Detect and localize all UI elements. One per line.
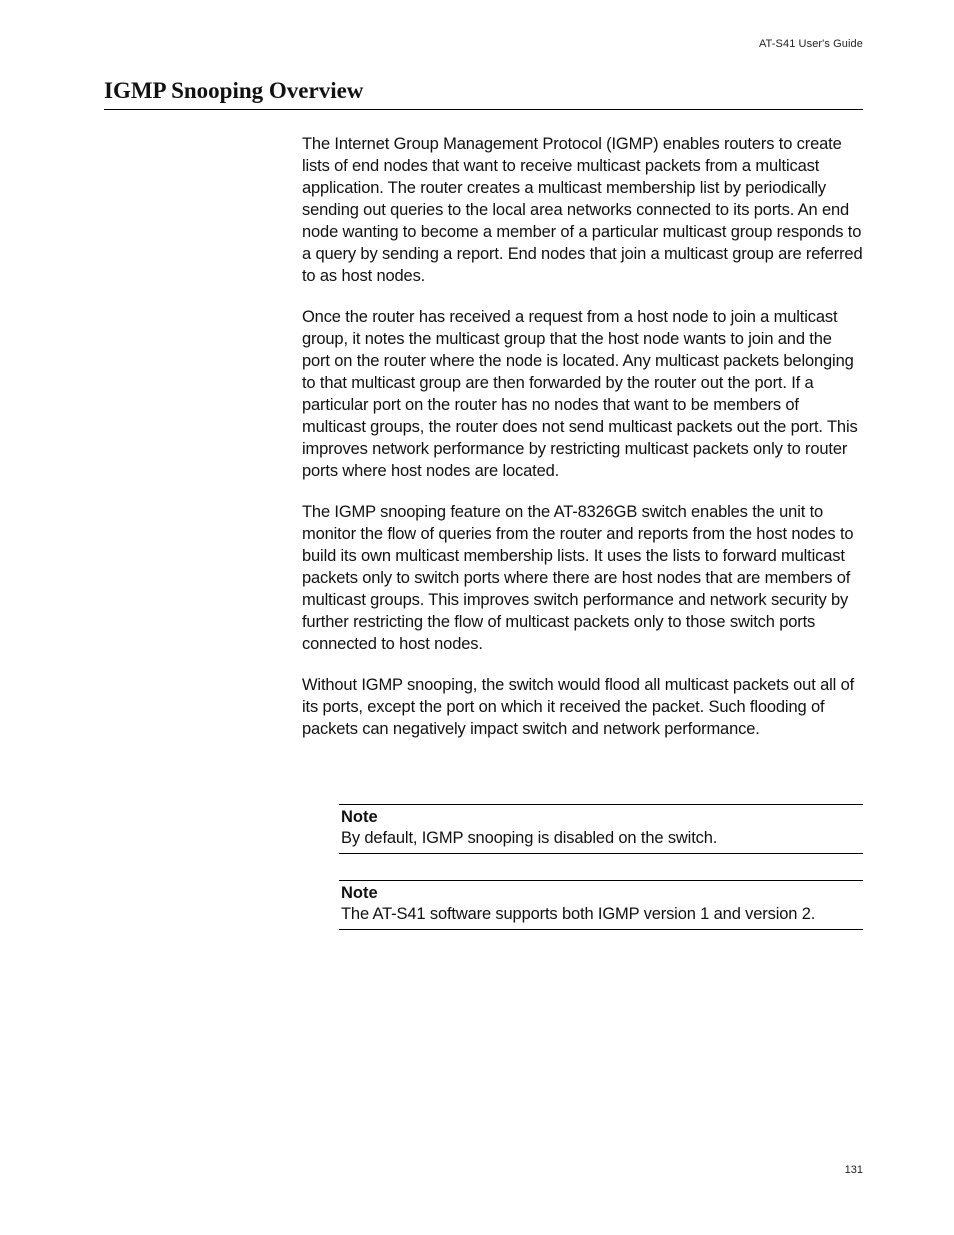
body-text: [302, 133, 864, 759]
page-number: 131: [844, 1164, 863, 1176]
paragraph-snooping-feature: The IGMP snooping feature on the AT-8326GB switch enables the unit to monitor the flow of queries from the router and reports from the host nodes to build its own multicast membership lists. It uses the lists to forward multicast packets only to switch ports where there are host nodes that are members of multicast groups. This improves switch performance and network security by further restricting the flow of multicast packets only to those switch ports connected to host nodes.: [302, 503, 854, 653]
paragraph-router-behavior: Once the router has received a request from a host node to join a multicast group, it notes the multicast group that the host node wants to join and the port on the router where the node is located. Any multicast packets belonging to that multicast group are then forwarded by the router out the port. If a particular port on the router has no nodes that want to be members of multicast groups, the router does not send multicast packets out the port. This improves network performance by restricting multicast packets only to router ports where host nodes are located.: [302, 308, 858, 480]
note-default-disabled: [339, 804, 863, 854]
note-version-support: [339, 880, 863, 930]
note-label: Note: [341, 808, 378, 826]
paragraph-igmp-intro: The Internet Group Management Protocol (IGMP) enables routers to create lists of end nodes that want to receive multicast packets from a multicast application. The router creates a multicast membership list by periodically sending out queries to the local area networks connected to its ports. An end node wanting to become a member of a particular multicast group responds to a query by sending a report. End nodes that join a multicast group are referred to as host nodes.: [302, 135, 863, 285]
running-header: AT-S41 User's Guide: [758, 38, 863, 50]
note-text: The AT-S41 software supports both IGMP version 1 and version 2.: [341, 905, 816, 923]
note-label: Note: [341, 884, 378, 902]
note-text: By default, IGMP snooping is disabled on the switch.: [341, 829, 718, 847]
section-title: IGMP Snooping Overview: [104, 77, 863, 110]
paragraph-without-snooping: Without IGMP snooping, the switch would flood all multicast packets out all of its ports, except the port on which it received the packet. Such flooding of packets can negatively impact switch and network performance.: [302, 676, 855, 738]
